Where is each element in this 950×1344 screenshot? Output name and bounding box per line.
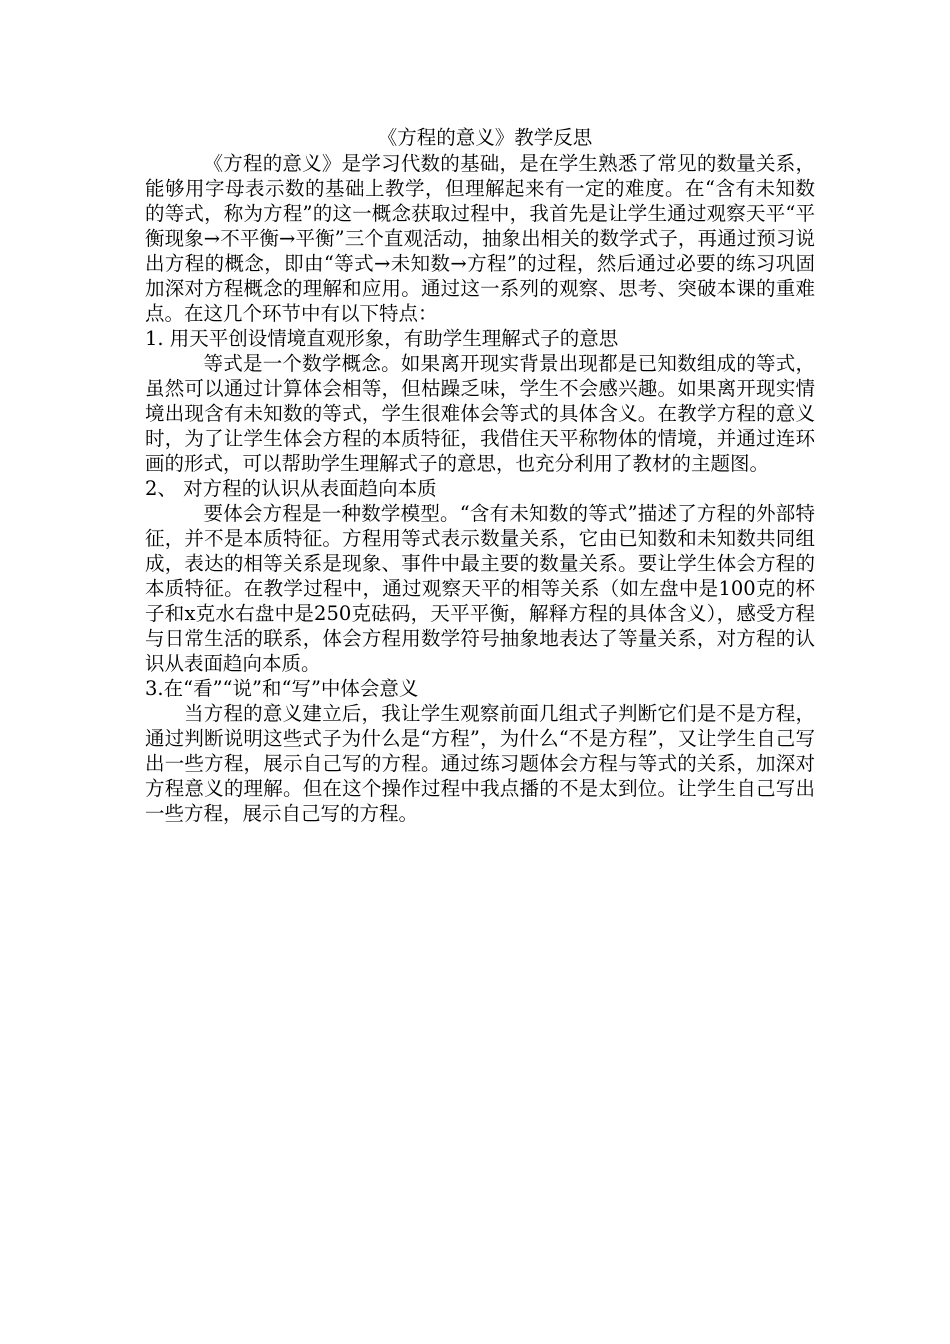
section-3-heading: 3.在“看”“说”和“写”中体会意义: [145, 677, 419, 700]
section-2-body: 要体会方程是一种数学模型。“含有未知数的等式”描述了方程的外部特征，并不是本质特征。方程用等式表示数量关系，它由已知数和未知数共同组成，表达的相等关系是现象、事件中最主要的数量关系。要让学生体会方程的本质特征。在教学过程中，通过观察天平的相等关系（如左盘中是100克的杯子和x克水右盘中是250克砝码，天平平衡，解释方程的具体含义），感受方程与日常生活的联系，体会方程用数学符号抽象地表达了等量关系，对方程的认识从表面趋向本质。: [145, 502, 815, 675]
section-3-body: 当方程的意义建立后，我让学生观察前面几组式子判断它们是不是方程，通过判断说明这些式子为什么是“方程”，为什么“不是方程”，又让学生自己写出一些方程，展示自己写的方程。通过练习题体会方程与等式的关系，加深对方程意义的理解。但在这个操作过程中我点播的不是太到位。让学生自己写出一些方程，展示自己写的方程。: [145, 702, 815, 825]
document-title: 《方程的意义》教学反思: [377, 126, 593, 149]
document-body: [145, 124, 815, 826]
section-1-heading: 1. 用天平创设情境直观形象，有助学生理解式子的意思: [145, 327, 619, 350]
section-2-heading: 2、 对方程的认识从表面趋向本质: [145, 477, 437, 500]
intro-paragraph: 《方程的意义》是学习代数的基础，是在学生熟悉了常见的数量关系，能够用字母表示数的基础上教学，但理解起来有一定的难度。在“含有未知数的等式，称为方程”的这一概念获取过程中，我首先是让学生通过观察天平“平衡现象→不平衡→平衡”三个直观活动，抽象出相关的数学式子，再通过预习说出方程的概念，即由“等式→未知数→方程”的过程，然后通过必要的练习巩固加深对方程概念的理解和应用。通过这一系列的观察、思考、突破本课的重难点。在这几个环节中有以下特点：: [145, 152, 815, 325]
section-1-body: 等式是一个数学概念。如果离开现实背景出现都是已知数组成的等式，虽然可以通过计算体会相等，但枯躁乏味，学生不会感兴趣。如果离开现实情境出现含有未知数的等式，学生很难体会等式的具体含义。在教学方程的意义时，为了让学生体会方程的本质特征，我借住天平称物体的情境，并通过连环画的形式，可以帮助学生理解式子的意思，也充分利用了教材的主题图。: [145, 352, 815, 475]
